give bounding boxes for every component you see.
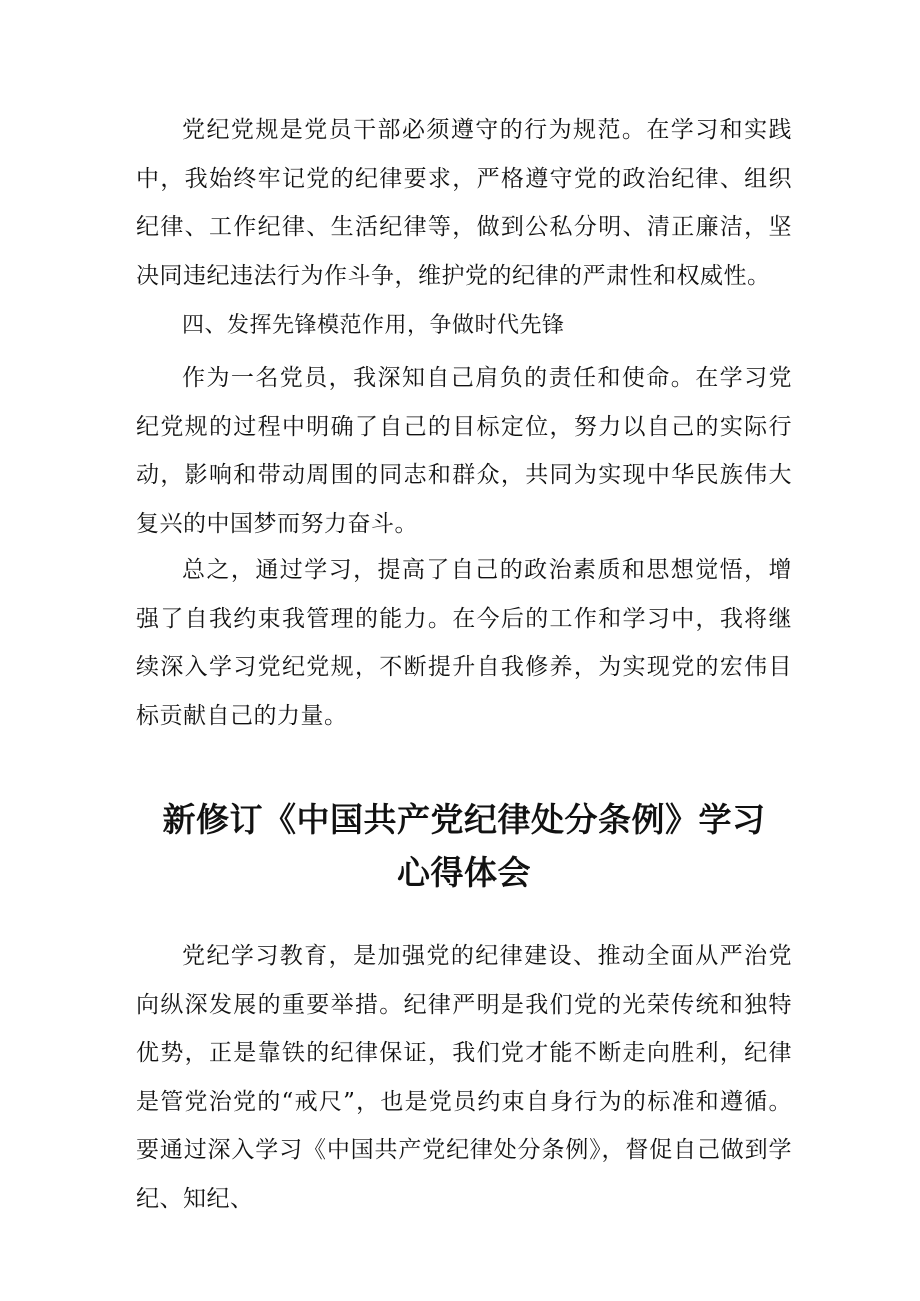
article-title-line-2: 心得体会 [397, 853, 531, 892]
body-paragraph: 党纪学习教育，是加强党的纪律建设、推动全面从严治党向纵深发展的重要举措。纪律严明是我们党的光荣传统和独特优势，正是靠铁的纪律保证，我们党才能不断走向胜利，纪律是管党治党的“戒尺”，也是党员约束自身行为的标准和遵循。要通过深入学习《中国共产党纪律处分条例》，督促自己做到学纪、知纪、 [136, 943, 792, 1212]
body-paragraph: 作为一名党员，我深知自己肩负的责任和使命。在学习党纪党规的过程中明确了自己的目标定位，努力以自己的实际行动，影响和带动周围的同志和群众，共同为实现中华民族伟大复兴的中国梦而努力奋斗。 [136, 365, 792, 537]
body-paragraph: 总之，通过学习，提高了自己的政治素质和思想觉悟，增强了自我约束我管理的能力。在今后的工作和学习中，我将继续深入学习党纪党规，不断提升自我修养，为实现党的宏伟目标贡献自己的力量。 [136, 557, 792, 729]
article-title [136, 793, 792, 899]
body-paragraph: 党纪党规是党员干部必须遵守的行为规范。在学习和实践中，我始终牢记党的纪律要求，严格遵守党的政治纪律、组织纪律、工作纪律、生活纪律等，做到公私分明、清正廉洁，坚决同违纪违法行为作斗争，维护党的纪律的严肃性和权威性。 [136, 117, 792, 289]
section-heading: 四、发挥先锋模范作用，争做时代先锋 [182, 313, 565, 338]
article-title-line-1: 新修订《中国共产党纪律处分条例》学习 [162, 800, 766, 839]
